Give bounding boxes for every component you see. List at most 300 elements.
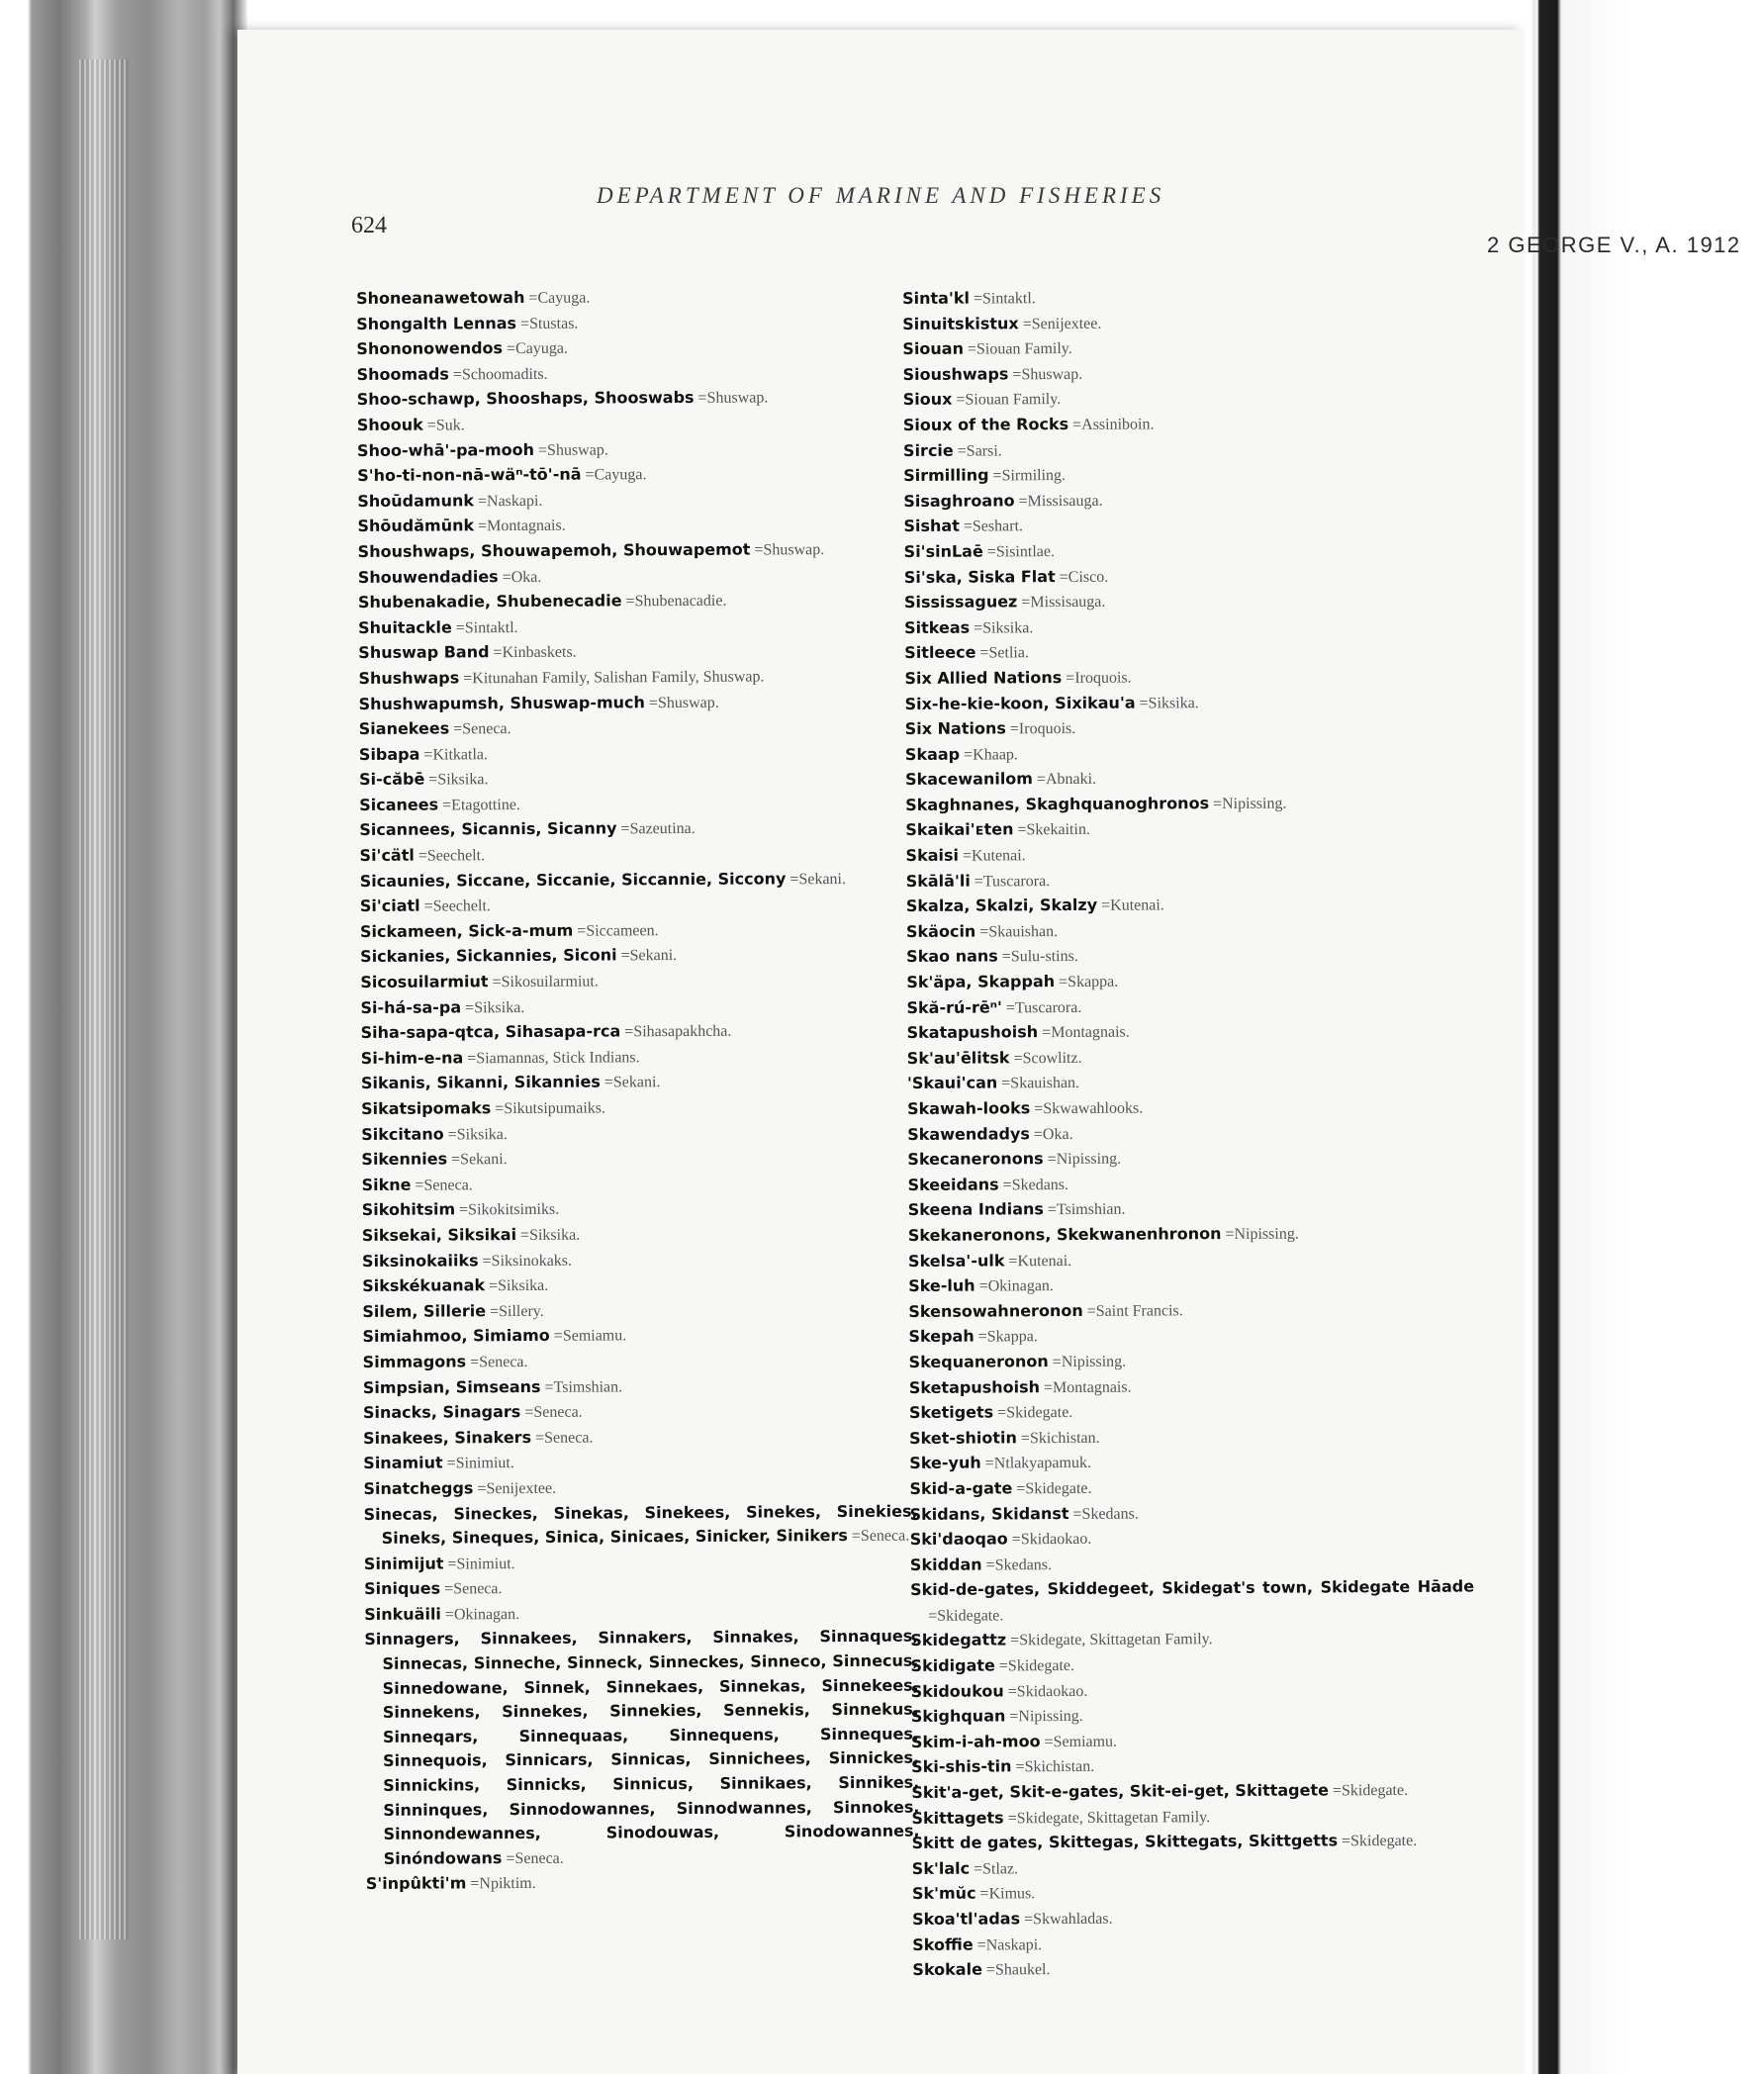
- index-entry: [903, 461, 1467, 490]
- entry-term: Sishat: [903, 516, 960, 536]
- entry-reference: Montagnais.: [487, 518, 566, 535]
- entry-reference: Seneca.: [423, 1177, 473, 1194]
- equals-sign: =: [988, 467, 1002, 485]
- index-entry: [908, 1246, 1472, 1274]
- index-entry: [359, 815, 913, 844]
- equals-sign: =: [1040, 1733, 1054, 1751]
- entry-reference: Skappa.: [1068, 973, 1119, 991]
- entry-term: Skitt de gates, Skittegas, Skittegats, Skittgetts: [911, 1831, 1339, 1853]
- entry-reference: Nipissing.: [1222, 795, 1287, 812]
- index-entry: [912, 1955, 1476, 1984]
- entry-reference: Montagnais.: [1052, 1378, 1132, 1396]
- entry-term: Sickanies, Sickannies, Siconi: [360, 945, 617, 967]
- index-entry: [356, 309, 910, 337]
- entry-term: Six-he-kie-koon, Sixikau'a: [904, 693, 1136, 713]
- entry-term: Skaisi: [905, 845, 960, 866]
- entry-reference: Sikutsipumaiks.: [504, 1099, 606, 1118]
- book-page-edges: [0, 0, 247, 2074]
- entry-reference: Shuswap.: [657, 694, 719, 711]
- index-entry: [907, 1018, 1471, 1047]
- entry-reference: Siksika.: [529, 1226, 581, 1244]
- entry-reference: Okinagan.: [453, 1605, 520, 1624]
- index-entry: [903, 410, 1467, 438]
- entry-term: Shoouk: [356, 415, 423, 434]
- index-entry: [364, 1599, 918, 1628]
- entry-reference: Suk.: [435, 417, 465, 434]
- index-entry: [910, 1651, 1474, 1680]
- equals-sign: =: [993, 1404, 1007, 1422]
- entry-reference: Saint Francis.: [1095, 1302, 1183, 1320]
- entry-reference: Nipissing.: [1234, 1225, 1299, 1243]
- entry-term: S'inpûkti'm: [365, 1873, 467, 1894]
- equals-sign: =: [970, 619, 983, 637]
- entry-reference: Ntlakyapamuk.: [993, 1455, 1091, 1472]
- index-entry: [357, 461, 911, 490]
- index-entry: [906, 892, 1470, 920]
- entry-reference: Siksika.: [982, 618, 1034, 637]
- equals-sign: =: [443, 1556, 457, 1573]
- index-entry: [904, 663, 1468, 692]
- index-entry: [360, 866, 914, 895]
- entry-reference: Setlia.: [988, 644, 1029, 662]
- entry-term: Simmagons: [362, 1352, 467, 1371]
- equals-sign: =: [1055, 568, 1068, 586]
- index-entry: [902, 309, 1466, 337]
- equals-sign: =: [982, 543, 996, 561]
- equals-sign: =: [620, 1023, 634, 1041]
- index-entry: [904, 613, 1468, 641]
- equals-sign: =: [489, 644, 503, 662]
- equals-sign: =: [1005, 720, 1019, 738]
- entry-reference: Sinimiut.: [456, 1555, 515, 1573]
- index-entry: [905, 790, 1469, 818]
- entry-reference: Semiamu.: [1053, 1733, 1118, 1750]
- equals-sign: =: [1008, 366, 1022, 384]
- entry-term: Siksinokaiiks: [361, 1250, 479, 1271]
- entry-reference: Skedans.: [1081, 1505, 1139, 1523]
- entry-reference: Assiniboin.: [1081, 416, 1155, 433]
- entry-reference: Shuswap.: [706, 389, 769, 408]
- index-entry: [359, 689, 913, 717]
- index-entry: [912, 1829, 1476, 1857]
- entry-reference: Sisintlae.: [995, 543, 1055, 561]
- entry-reference: Tuscarora.: [1014, 998, 1082, 1016]
- equals-sign: =: [473, 1480, 487, 1498]
- entry-reference: Skidegate.: [1007, 1657, 1075, 1675]
- equals-sign: =: [1209, 795, 1223, 812]
- equals-sign: =: [997, 1075, 1011, 1092]
- entry-reference: Seneca.: [514, 1849, 564, 1867]
- entry-reference: Seneca.: [462, 720, 511, 738]
- equals-sign: =: [449, 720, 463, 738]
- entry-reference: Sintaktl.: [464, 618, 518, 637]
- index-entry: [361, 1119, 915, 1148]
- index-entry: [910, 1525, 1474, 1554]
- index-entry: [909, 1398, 1473, 1427]
- entry-reference: Nipissing.: [1056, 1150, 1122, 1169]
- index-entry: [358, 638, 912, 667]
- entry-term: Shononowendos: [356, 338, 504, 359]
- index-entry: [907, 1094, 1471, 1123]
- entry-term: Sinacks, Sinagars: [362, 1402, 521, 1423]
- entry-reference: Siksika.: [474, 998, 525, 1016]
- index-entry: [364, 1574, 918, 1603]
- page-header: [351, 183, 1741, 257]
- entry-term: Skeena Indians: [907, 1199, 1044, 1220]
- index-entry: [359, 765, 913, 794]
- entry-term: Skensowahneronon: [908, 1300, 1083, 1321]
- index-entry: [911, 1702, 1475, 1731]
- equals-sign: =: [1011, 1758, 1025, 1776]
- equals-sign: =: [422, 417, 436, 434]
- entry-term: Sicannees, Sicannis, Sicanny: [359, 818, 617, 840]
- entry-term: Siksekai, Siksikai: [361, 1224, 517, 1245]
- equals-sign: =: [485, 1277, 499, 1295]
- entry-reference: Nipissing.: [1018, 1708, 1083, 1726]
- entry-reference: Kitkatla.: [432, 745, 489, 764]
- entry-reference: Skwawahlooks.: [1043, 1099, 1144, 1118]
- index-entry: [905, 714, 1469, 743]
- index-entry: [905, 841, 1469, 870]
- entry-reference: Skauishan.: [988, 922, 1059, 941]
- equals-sign: =: [442, 1455, 456, 1472]
- entry-term: Shoo-whā'-pa-mooh: [356, 439, 535, 460]
- equals-sign: =: [549, 1328, 563, 1346]
- entry-reference: Skidaokao.: [1016, 1682, 1088, 1700]
- equals-sign: =: [1068, 416, 1082, 433]
- entry-term: Si-căbē: [358, 769, 425, 790]
- index-entry: [908, 1322, 1472, 1351]
- entry-term: Sketigets: [908, 1402, 994, 1423]
- entry-reference: Scowlitz.: [1022, 1049, 1082, 1068]
- index-entry: [360, 968, 914, 996]
- entry-term: Skidigate: [910, 1655, 995, 1676]
- entry-term: Simiahmoo, Simiamo: [362, 1326, 550, 1347]
- index-entry: [904, 536, 1468, 565]
- entry-reference: Npiktim.: [479, 1875, 536, 1893]
- entry-reference: Skidegate.: [1341, 1781, 1409, 1800]
- equals-sign: =: [1062, 669, 1075, 687]
- equals-sign: =: [1018, 315, 1032, 332]
- index-entry: [911, 1727, 1475, 1755]
- equals-sign: =: [1017, 594, 1031, 612]
- equals-sign: =: [1338, 1833, 1351, 1850]
- entry-term: Sikskékuanak: [362, 1275, 486, 1296]
- equals-sign: =: [994, 1657, 1008, 1675]
- index-entry: [911, 1676, 1475, 1705]
- entry-term: Sk'au'ēlitsk: [906, 1048, 1010, 1068]
- equals-sign: =: [443, 1125, 457, 1144]
- entry-reference: Skekaitin.: [1026, 821, 1090, 839]
- entry-term: Sikatsipomaks: [361, 1098, 492, 1118]
- index-entry: [911, 1778, 1475, 1807]
- left-column: [356, 284, 920, 1898]
- index-entry: [907, 1145, 1471, 1174]
- entry-term: Skao nans: [906, 946, 998, 967]
- entry-term: Sicaunies, Siccane, Siccanie, Siccannie, Siccony: [359, 869, 787, 891]
- entry-reference: Cayuga.: [515, 339, 569, 358]
- entry-reference: Skedans.: [1011, 1176, 1069, 1194]
- entry-term: Siha-sapa-qtca, Sihasapa-rca: [360, 1021, 621, 1043]
- equals-sign: =: [1135, 694, 1149, 712]
- entry-term: Simpsian, Simseans: [362, 1376, 541, 1397]
- equals-sign: =: [1005, 1708, 1019, 1726]
- index-entry: [909, 1449, 1473, 1477]
- equals-sign: =: [1016, 1429, 1030, 1448]
- entry-term: Skittagets: [911, 1808, 1004, 1828]
- index-entry: [903, 512, 1467, 540]
- entry-term: Sket-shiotin: [909, 1428, 1017, 1448]
- entry-reference: Skidegate.: [1006, 1404, 1073, 1422]
- facing-page-edge: [1524, 0, 1630, 2074]
- equals-sign: =: [1029, 1125, 1043, 1143]
- equals-sign: =: [963, 340, 977, 358]
- entry-term: Six Allied Nations: [904, 667, 1063, 688]
- entry-term: Shoomads: [356, 364, 449, 384]
- entry-reference: Kutenai.: [971, 847, 1026, 865]
- index-entry: [908, 1220, 1472, 1249]
- equals-sign: =: [1043, 1201, 1057, 1219]
- equals-sign: =: [644, 694, 658, 711]
- entry-term: Sikennies: [361, 1149, 448, 1170]
- entry-reference: Skedans.: [994, 1556, 1053, 1574]
- equals-sign: =: [466, 1875, 480, 1893]
- entry-term: Silem, Sillerie: [362, 1300, 487, 1321]
- entry-reference: Seechelt.: [432, 897, 491, 915]
- entry-reference: Kitunahan Family, Salishan Family, Shuswap.: [472, 668, 765, 688]
- index-entry: [361, 1145, 915, 1174]
- entry-reference: Sazeutina.: [629, 820, 696, 838]
- entry-reference: Cayuga.: [537, 289, 591, 307]
- entry-reference: Semiamu.: [562, 1327, 627, 1346]
- entry-term: Sitkeas: [904, 617, 971, 637]
- entry-term: Shubenakadie, Shubenecadie: [357, 591, 622, 613]
- index-entry: [910, 1550, 1474, 1578]
- equals-sign: =: [440, 1606, 454, 1624]
- entry-term: Siouan: [902, 338, 965, 359]
- index-entry: [364, 1499, 918, 1553]
- entry-term: Sinkuäili: [364, 1604, 441, 1624]
- entry-term: Sketapushoish: [908, 1376, 1041, 1397]
- entry-reference: Kutenai.: [1017, 1252, 1072, 1270]
- equals-sign: =: [1014, 492, 1028, 511]
- index-entry: [357, 411, 911, 439]
- entry-term: Shoo-schawp, Shooshaps, Shooswabs: [356, 388, 695, 410]
- equals-sign: =: [531, 1429, 545, 1447]
- equals-sign: =: [1043, 1151, 1057, 1169]
- entry-reference: Naskapi.: [985, 1935, 1043, 1954]
- entry-term: Sianekees: [358, 718, 450, 739]
- entry-term: Skiddan: [909, 1555, 982, 1574]
- entry-reference: Khaap.: [973, 745, 1018, 764]
- equals-sign: =: [520, 1404, 534, 1422]
- entry-reference: Skidegate.: [1025, 1479, 1092, 1498]
- entry-term: Si-há-sa-pa: [360, 996, 462, 1017]
- entry-term: Skeeidans: [907, 1175, 999, 1194]
- index-entry: [903, 435, 1467, 464]
- equals-sign: =: [973, 1936, 986, 1954]
- entry-term: Skid-de-gates, Skiddegeet, Skidegat's town, Skidegate Hāade: [909, 1576, 1475, 1600]
- entry-reference: Tsimshian.: [553, 1377, 623, 1396]
- entry-term: Shoūdamunk: [357, 491, 475, 511]
- equals-sign: =: [581, 466, 595, 484]
- entry-term: Si'cätl: [359, 845, 415, 866]
- index-entry: [903, 486, 1467, 515]
- index-entry: [906, 942, 1470, 971]
- index-entry: [357, 385, 911, 414]
- equals-sign: =: [616, 947, 630, 965]
- index-entry: [906, 968, 1470, 996]
- equals-sign: =: [414, 847, 427, 865]
- entry-reference: Cisco.: [1068, 568, 1109, 586]
- index-entry: [363, 1423, 917, 1452]
- index-entry: [357, 512, 911, 540]
- entry-term: Skalza, Skalzi, Skalzy: [905, 896, 1098, 916]
- index-entry: [910, 1575, 1474, 1630]
- equals-sign: =: [1097, 896, 1111, 915]
- equals-sign: =: [997, 948, 1011, 966]
- entry-term: Sikne: [361, 1175, 412, 1194]
- entry-reference: Montagnais.: [1051, 1023, 1130, 1042]
- entry-reference: Kutenai.: [1110, 896, 1164, 914]
- entry-term: Skäocin: [905, 921, 976, 941]
- entry-term: Sk'lalc: [911, 1858, 971, 1878]
- entry-term: Skālā'li: [905, 871, 971, 891]
- entry-term: S'ho-ti-non-nā-wäⁿ-tō'-nā: [357, 464, 582, 486]
- entry-term: Ske-yuh: [909, 1453, 981, 1473]
- entry-reference: Seneca.: [860, 1527, 910, 1546]
- entry-reference: Seneca.: [453, 1580, 503, 1598]
- entry-reference: Missisauga.: [1027, 492, 1103, 510]
- index-entry: [362, 1221, 916, 1250]
- entry-term: Si'sinLaē: [903, 541, 983, 561]
- entry-reference: Siccameen.: [586, 921, 659, 940]
- entry-term: Sikohitsim: [361, 1199, 456, 1220]
- index-entry: [905, 815, 1469, 844]
- equals-sign: =: [459, 670, 473, 688]
- equals-sign: =: [1009, 1050, 1023, 1068]
- entry-term: Shushwaps: [358, 668, 460, 688]
- entry-reference: Siouan Family.: [975, 340, 1072, 358]
- entry-reference: Sinimiut.: [455, 1455, 514, 1472]
- index-entry: [364, 1625, 919, 1872]
- index-entry: [903, 385, 1467, 414]
- entry-term: Sioux: [902, 390, 953, 410]
- index-entry: [909, 1347, 1473, 1375]
- entry-reference: Skichistan.: [1029, 1429, 1100, 1447]
- equals-sign: =: [1020, 1911, 1034, 1929]
- entry-reference: Oka.: [511, 568, 542, 586]
- entry-term: Skidegattz: [910, 1630, 1007, 1650]
- index-entry: [363, 1372, 917, 1401]
- index-entry: [902, 359, 1466, 388]
- equals-sign: =: [448, 366, 462, 384]
- equals-sign: =: [600, 1074, 613, 1091]
- equals-sign: =: [573, 922, 587, 940]
- equals-sign: =: [970, 1860, 983, 1878]
- index-entry: [357, 486, 911, 515]
- index-entry: [909, 1372, 1473, 1401]
- entry-reference: Skauishan.: [1010, 1075, 1080, 1092]
- entry-reference: Shuswap.: [763, 541, 825, 559]
- index-entry: [907, 1069, 1471, 1097]
- index-entry: [362, 1195, 916, 1224]
- entry-reference: Skappa.: [986, 1328, 1038, 1346]
- equals-sign: =: [980, 1455, 994, 1472]
- entry-reference: Iroquois.: [1074, 669, 1132, 687]
- entry-term: Skepah: [908, 1326, 975, 1347]
- equals-sign: =: [438, 797, 452, 814]
- equals-sign: =: [1030, 1100, 1044, 1118]
- equals-sign: =: [478, 1252, 492, 1270]
- entry-reference: Etagottine.: [451, 796, 520, 814]
- entry-reference: Sekani.: [612, 1074, 661, 1091]
- equals-sign: =: [455, 1201, 469, 1219]
- entry-term: Sinakees, Sinakers: [363, 1427, 532, 1448]
- index-entry: [360, 892, 914, 920]
- equals-sign: =: [485, 1302, 500, 1320]
- index-entry: [912, 1904, 1476, 1933]
- entry-reference: Seechelt.: [426, 847, 486, 865]
- entry-term: Sickameen, Sick-a-mum: [359, 920, 574, 941]
- entry-term: Sirmilling: [903, 465, 989, 486]
- index-entry: [360, 942, 914, 971]
- equals-sign: =: [419, 897, 433, 915]
- entry-term: Sicanees: [359, 795, 439, 814]
- entry-term: Ske-luh: [908, 1275, 975, 1296]
- equals-sign: =: [491, 1100, 505, 1118]
- equals-sign: =: [473, 492, 488, 511]
- index-entry: [359, 739, 913, 768]
- entry-reference: Skidegate.: [1350, 1833, 1418, 1850]
- entry-reference: Sekani.: [629, 947, 678, 965]
- entry-reference: Oka.: [1042, 1125, 1073, 1143]
- entry-term: Sitleece: [904, 642, 976, 663]
- equals-sign: =: [1007, 1531, 1021, 1549]
- index-entry: [362, 1272, 916, 1300]
- equals-sign: =: [970, 873, 983, 891]
- index-entry: [360, 992, 914, 1021]
- entry-reference: Sihasapakhcha.: [633, 1022, 732, 1041]
- equals-sign: =: [981, 1961, 995, 1979]
- equals-sign: =: [1032, 771, 1047, 789]
- entry-reference: Abnaki.: [1045, 771, 1097, 789]
- entry-reference: Sekani.: [460, 1151, 508, 1169]
- index-entry: [359, 714, 913, 743]
- equals-sign: =: [1082, 1302, 1096, 1320]
- entry-reference: Kimus.: [988, 1885, 1036, 1903]
- equals-sign: =: [786, 870, 799, 889]
- entry-term: Shōudămūnk: [357, 516, 475, 536]
- entry-reference: Schoomadits.: [461, 365, 548, 384]
- equals-sign: =: [960, 746, 974, 764]
- entry-term: Shuitackle: [358, 617, 452, 637]
- equals-sign: =: [540, 1378, 554, 1396]
- index-entry: [911, 1803, 1475, 1832]
- running-head: DEPARTMENT OF MARINE AND FISHERIES: [597, 183, 1165, 208]
- entry-term: Shouwendadies: [357, 566, 499, 587]
- entry-reference: Siksika.: [456, 1125, 508, 1143]
- entry-reference: Siksika.: [437, 771, 489, 789]
- index-entry: [904, 638, 1468, 667]
- index-entry: [905, 765, 1469, 794]
- entry-reference: Stustas.: [529, 315, 579, 332]
- entry-term: Sicosuilarmiut: [360, 972, 489, 992]
- entry-term: Sk'äpa, Skappah: [906, 972, 1056, 992]
- index-entry: [358, 613, 912, 641]
- entry-term: Skatapushoish: [906, 1022, 1039, 1043]
- index-entry: [908, 1195, 1472, 1224]
